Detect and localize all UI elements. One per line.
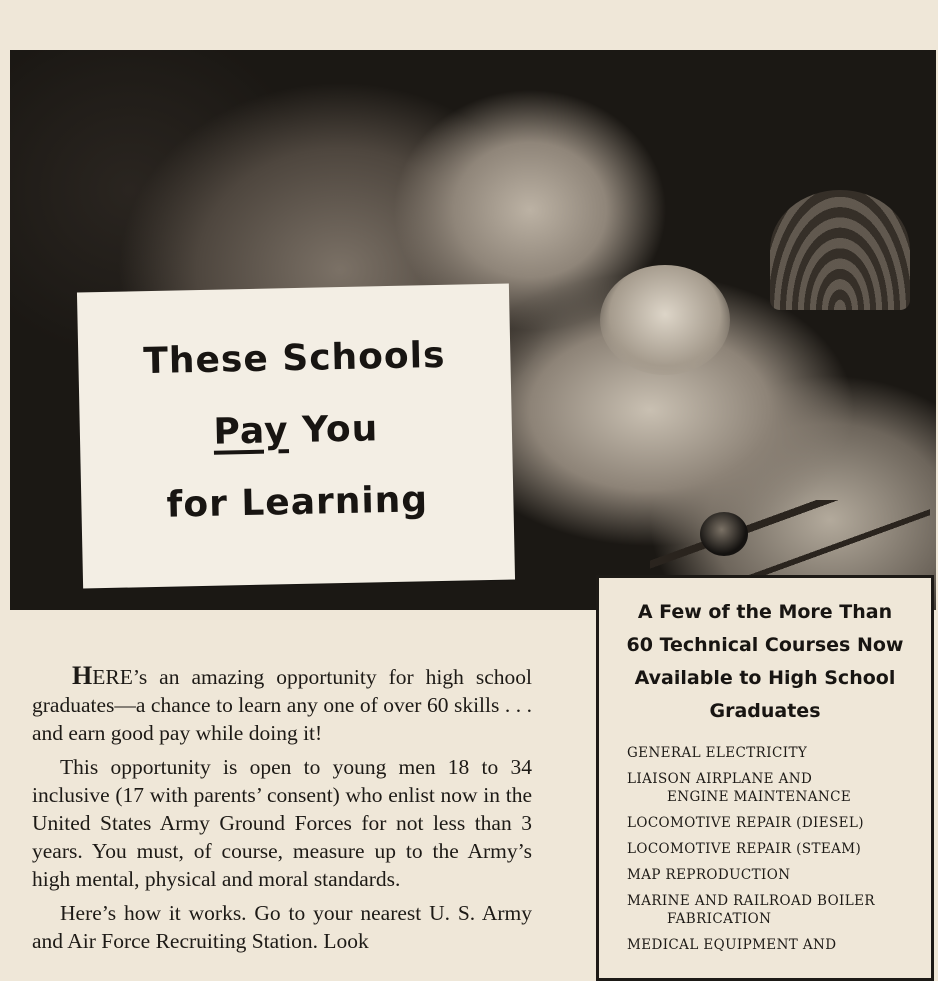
course-item xyxy=(627,770,927,806)
paragraph-1-text: ’s an amazing opportunity for high school graduates—a chance to learn any one of over 60 skills . . . and earn good pay while doing it! xyxy=(32,665,532,745)
dropcap: H xyxy=(72,661,93,690)
paragraph-3: Here’s how it works. Go to your nearest U. S. Army and Air Force Recruiting Station. Look xyxy=(32,901,532,953)
courses-heading xyxy=(599,596,931,728)
courses-heading-line: 60 Technical Courses Now xyxy=(626,634,904,656)
smallcaps-lead: ERE xyxy=(92,665,133,689)
course-line: LIAISON AIRPLANE AND xyxy=(627,771,813,787)
lamp-shape xyxy=(770,190,910,310)
hand-shape xyxy=(600,265,730,375)
course-item xyxy=(627,936,927,954)
headline-card xyxy=(77,284,515,589)
headline-line-1: These Schools xyxy=(142,334,446,383)
courses-box xyxy=(596,575,934,981)
courses-heading-line: Graduates xyxy=(709,700,821,722)
course-item xyxy=(627,892,927,928)
paragraph-2: This opportunity is open to young men 18 to 34 inclusive (17 with parents’ consent) who enlist now in the United States Army Ground Forces for not less than 3 years. You must, of course, measure up to the Army’s high mental, physical and moral standards. xyxy=(32,755,532,891)
loupe-shape xyxy=(700,512,748,556)
headline-line-2 xyxy=(80,405,513,455)
article-body xyxy=(32,662,532,961)
course-line: MAP REPRODUCTION xyxy=(627,867,791,883)
course-line: LOCOMOTIVE REPAIR (STEAM) xyxy=(627,841,862,857)
course-item xyxy=(627,866,927,884)
course-item xyxy=(627,840,927,858)
headline-you: You xyxy=(301,408,379,451)
courses-heading-line: Available to High School xyxy=(634,667,896,689)
paragraph-1 xyxy=(32,662,532,747)
course-line: GENERAL ELECTRICITY xyxy=(627,745,808,761)
course-line: LOCOMOTIVE REPAIR (DIESEL) xyxy=(627,815,864,831)
course-line-cont: FABRICATION xyxy=(667,911,772,927)
courses-heading-line: A Few of the More Than xyxy=(637,601,893,623)
course-item xyxy=(627,814,927,832)
courses-list xyxy=(627,744,927,962)
course-line: MARINE AND RAILROAD BOILER xyxy=(627,893,875,909)
course-line: MEDICAL EQUIPMENT AND xyxy=(627,937,837,953)
headline-pay: Pay xyxy=(213,410,290,453)
course-line-cont: ENGINE MAINTENANCE xyxy=(667,789,852,805)
headline-line-3: for Learning xyxy=(166,479,429,526)
course-item xyxy=(627,744,927,762)
